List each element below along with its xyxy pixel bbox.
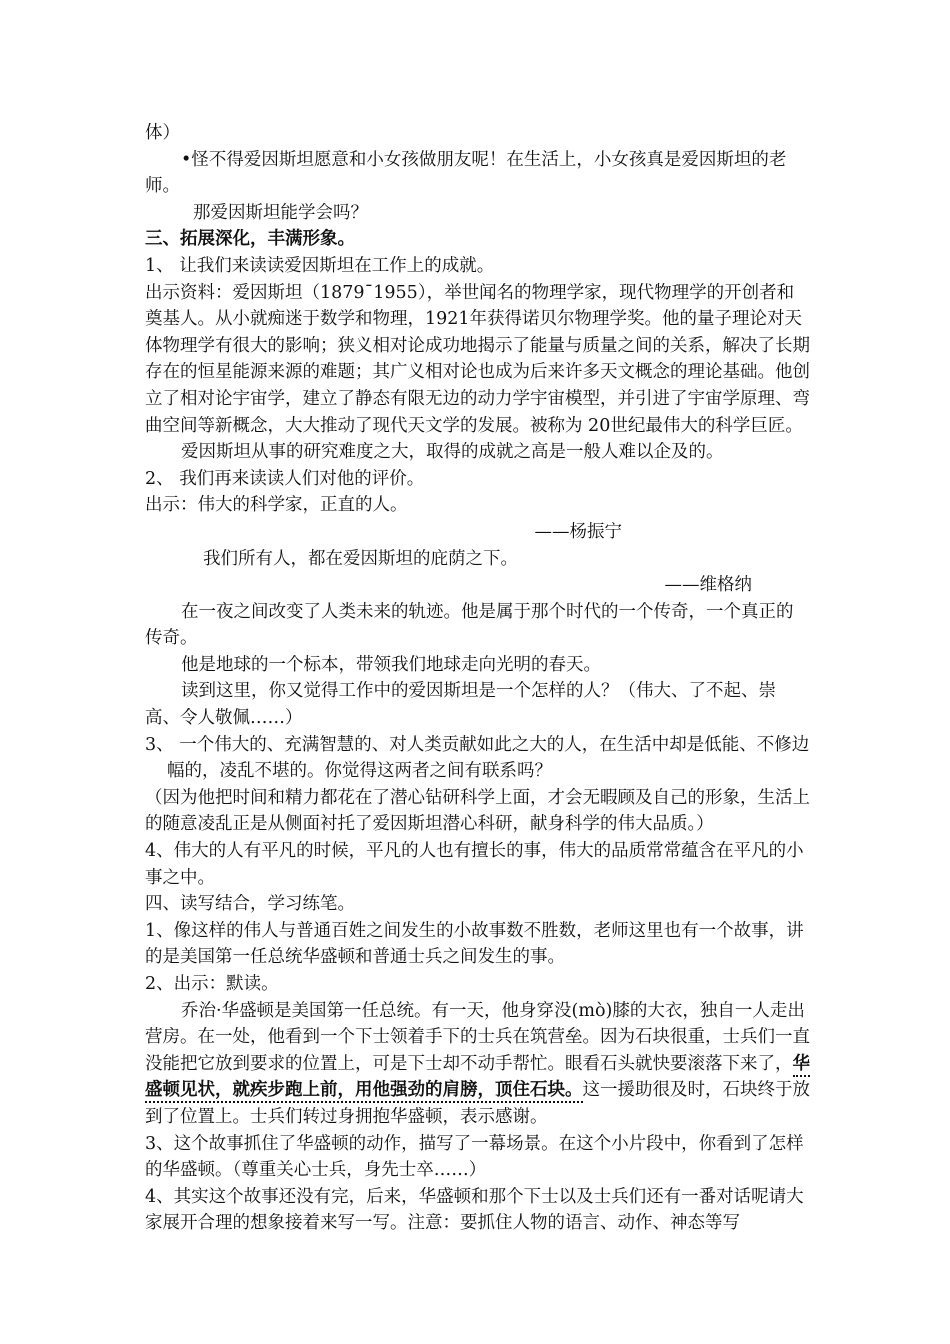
para-explanation: （因为他把时间和精力都花在了潜心钻研科学上面，才会无暇顾及自己的形象，生活上的随意凌乱正是从侧面衬托了爱因斯坦潜心科研，献身科学的伟大品质。） (145, 787, 810, 835)
section-heading-4: 四、读写结合，学习练笔。 (145, 894, 355, 915)
para-step-1: 1、 让我们来读读爱因斯坦在工作上的成就。 (145, 255, 495, 276)
para-quote-2: 我们所有人，都在爱因斯坦的庇荫之下。 (203, 548, 518, 569)
para-step-4: 4、伟大的人有平凡的时候，平凡的人也有擅长的事，伟大的品质常常蕴含在平凡的小事之中。 (145, 841, 804, 888)
para-washington-story (145, 998, 810, 1131)
story-text-end: 这一援助很及时，石块终于放到了位置上。士兵们转过身拥抱华盛顿，表示感谢。 (145, 1080, 810, 1127)
para-teacher-comment: •怪不得爱因斯坦愿意和小女孩做朋友呢！在生活上，小女孩真是爱因斯坦的老师。 (145, 149, 787, 197)
para-continuation: 体） (145, 123, 180, 143)
para-quote-4: 他是地球的一个标本，带领我们地球走向光明的春天。 (181, 654, 601, 675)
story-text-start: 乔治·华盛顿是美国第一任总统。有一天，他身穿没(mò)膝的大衣，独自一人走出营房。在一处，他看到一个下士领着手下的士兵在筑营垒。因为石块很重，士兵们一直没能把它放到要求的位置上，可是下士却不动手帮忙。眼看石头就快要滚落下来了， (145, 1000, 810, 1074)
quote-attribution-2: ——维格纳 (664, 575, 752, 596)
para-question: 那爱因斯坦能学会吗？ (193, 202, 368, 223)
para-reflection: 读到这里，你又觉得工作中的爱因斯坦是一个怎样的人？（伟大、了不起、崇高、令人敬佩……） (145, 681, 776, 729)
story-emphasized-text: 华盛顿见状，就疾步跑上前，用他强劲的肩膀，顶住石块。 (145, 1054, 810, 1104)
quote-attribution-1: ——杨振宁 (534, 521, 622, 542)
document-page (145, 120, 810, 1237)
para-achievement-summary: 爱因斯坦从事的研究难度之大，取得的成就之高是一般人难以企及的。 (181, 442, 724, 463)
para-biography: 出示资料：爱因斯坦（1879¯1955），举世闻名的物理学家，现代物理学的开创者和奠基人。从小就痴迷于数学和物理，1921年获得诺贝尔物理学奖。他的量子理论对天体物理学有很大的影响；狭义相对论成功地揭示了能量与质量之间的关系，解决了长期存在的恒星能源来源的难题；其广义相对论也成为后来许多天文概念的理论基础。他创立了相对论宇宙学，建立了静态有限无边的动力学宇宙模型，并引进了宇宙学原理、弯曲空间等新概念，大大推动了现代天文学的发展。被称为 20世纪最伟大的科学巨匠。 (145, 282, 810, 436)
para-quote-3: 在一夜之间改变了人类未来的轨迹。他是属于那个时代的一个传奇，一个真正的传奇。 (145, 601, 794, 649)
para-writing-step-4: 4、其实这个故事还没有完，后来，华盛顿和那个下士以及士兵们还有一番对话呢请大家展开合理的想象接着来写一写。注意：要抓住人物的语言、动作、神态等写 (145, 1186, 804, 1234)
para-step-2: 2、 我们再来读读人们对他的评价。 (145, 468, 425, 489)
para-writing-step-3: 3、这个故事抓住了华盛顿的动作，描写了一幕场景。在这个小片段中，你看到了怎样的华盛顿。（尊重关心士兵，身先士卒……） (145, 1133, 804, 1181)
section-heading-3: 三、拓展深化，丰满形象。 (145, 229, 355, 250)
para-writing-step-2: 2、出示：默读。 (145, 974, 279, 994)
para-quote-1: 出示：伟大的科学家，正直的人。 (145, 495, 408, 516)
para-writing-step-1: 1、像这样的伟人与普通百姓之间发生的小故事数不胜数，老师这里也有一个故事，讲的是美国第一任总统华盛顿和普通士兵之间发生的事。 (145, 920, 804, 968)
para-step-3: 3、 一个伟大的、充满智慧的、对人类贡献如此之大的人，在生活中却是低能、不修边幅的，凌乱不堪的。你觉得这两者之间有联系吗？ (145, 734, 810, 782)
